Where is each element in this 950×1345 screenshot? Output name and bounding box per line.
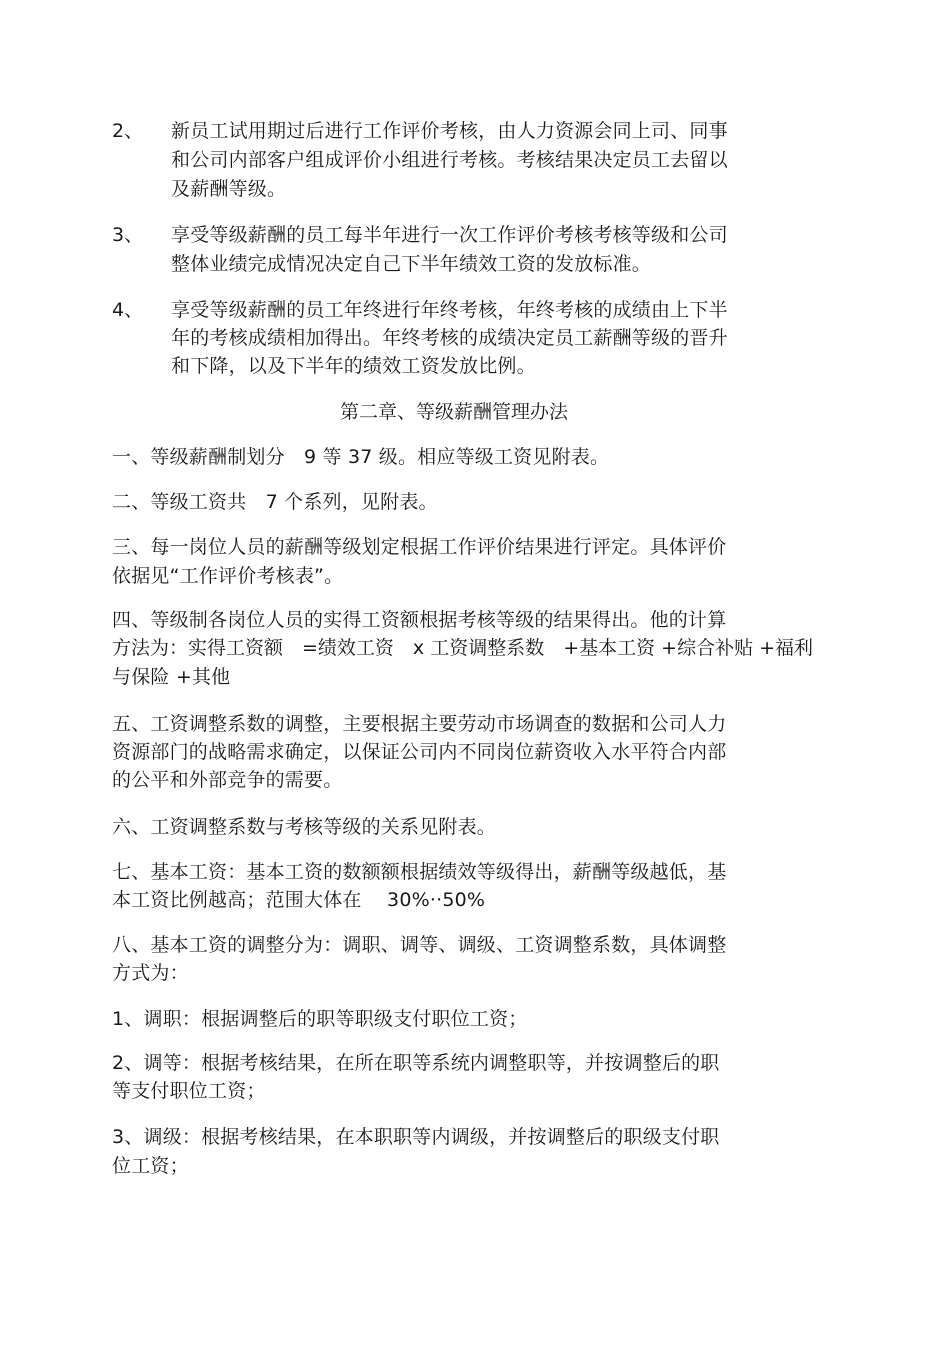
item-text-line: 和公司内部客户组成评价小组进行考核。考核结果决定员工去留以 [171, 149, 728, 171]
paragraph-line: 二、等级工资共 7 个系列，见附表。 [112, 491, 438, 513]
item-text-line: 新员工试用期过后进行工作评价考核，由人力资源会同上司、同事 [171, 120, 728, 142]
paragraph-line: 三、每一岗位人员的薪酬等级划定根据工作评价结果进行评定。具体评价 [112, 536, 727, 558]
item-number: 2、 [112, 120, 144, 142]
paragraph-line: 2、调等：根据考核结果，在所在职等系统内调整职等，并按调整后的职 [112, 1052, 720, 1074]
paragraph-line: 3、调级：根据考核结果，在本职职等内调级，并按调整后的职级支付职 [112, 1126, 720, 1148]
paragraph-line: 位工资； [112, 1155, 189, 1177]
paragraph-line: 七、基本工资：基本工资的数额额根据绩效等级得出，薪酬等级越低，基 [112, 861, 727, 883]
paragraph-line: 八、基本工资的调整分为：调职、调等、调级、工资调整系数，具体调整 [112, 934, 727, 956]
item-text-line: 享受等级薪酬的员工年终进行年终考核，年终考核的成绩由上下半 [171, 299, 728, 321]
paragraph-line: 与保险 +其他 [112, 666, 231, 688]
paragraph-line: 本工资比例越高；范围大体在 30%··50% [112, 889, 486, 911]
paragraph-line: 方法为：实得工资额 =绩效工资 x 工资调整系数 +基本工资 +综合补贴 +福利 [112, 637, 814, 659]
item-number: 3、 [112, 224, 144, 246]
paragraph-line: 四、等级制各岗位人员的实得工资额根据考核等级的结果得出。他的计算 [112, 609, 727, 631]
paragraph-line: 一、等级薪酬制划分 9 等 37 级。相应等级工资见附表。 [112, 446, 610, 468]
item-text-line: 及薪酬等级。 [171, 178, 287, 200]
paragraph-line: 资源部门的战略需求确定，以保证公司内不同岗位薪资收入水平符合内部 [112, 741, 727, 763]
item-text-line: 整体业绩完成情况决定自己下半年绩效工资的发放标准。 [171, 253, 652, 275]
chapter-title: 第二章、等级薪酬管理办法 [340, 401, 569, 423]
paragraph-line: 的公平和外部竞争的需要。 [112, 769, 343, 791]
paragraph-line: 1、调职：根据调整后的职等职级支付职位工资； [112, 1008, 528, 1030]
paragraph-line: 等支付职位工资； [112, 1080, 266, 1102]
item-text-line: 年的考核成绩相加得出。年终考核的成绩决定员工薪酬等级的晋升 [171, 327, 728, 349]
paragraph-line: 方式为： [112, 962, 189, 984]
paragraph-line: 五、工资调整系数的调整，主要根据主要劳动市场调查的数据和公司人力 [112, 713, 727, 735]
item-text-line: 享受等级薪酬的员工每半年进行一次工作评价考核考核等级和公司 [171, 224, 728, 246]
item-text-line: 和下降，以及下半年的绩效工资发放比例。 [171, 355, 536, 377]
item-number: 4、 [112, 299, 144, 321]
paragraph-line: 依据见“工作评价考核表”。 [112, 565, 344, 587]
paragraph-line: 六、工资调整系数与考核等级的关系见附表。 [112, 816, 497, 838]
